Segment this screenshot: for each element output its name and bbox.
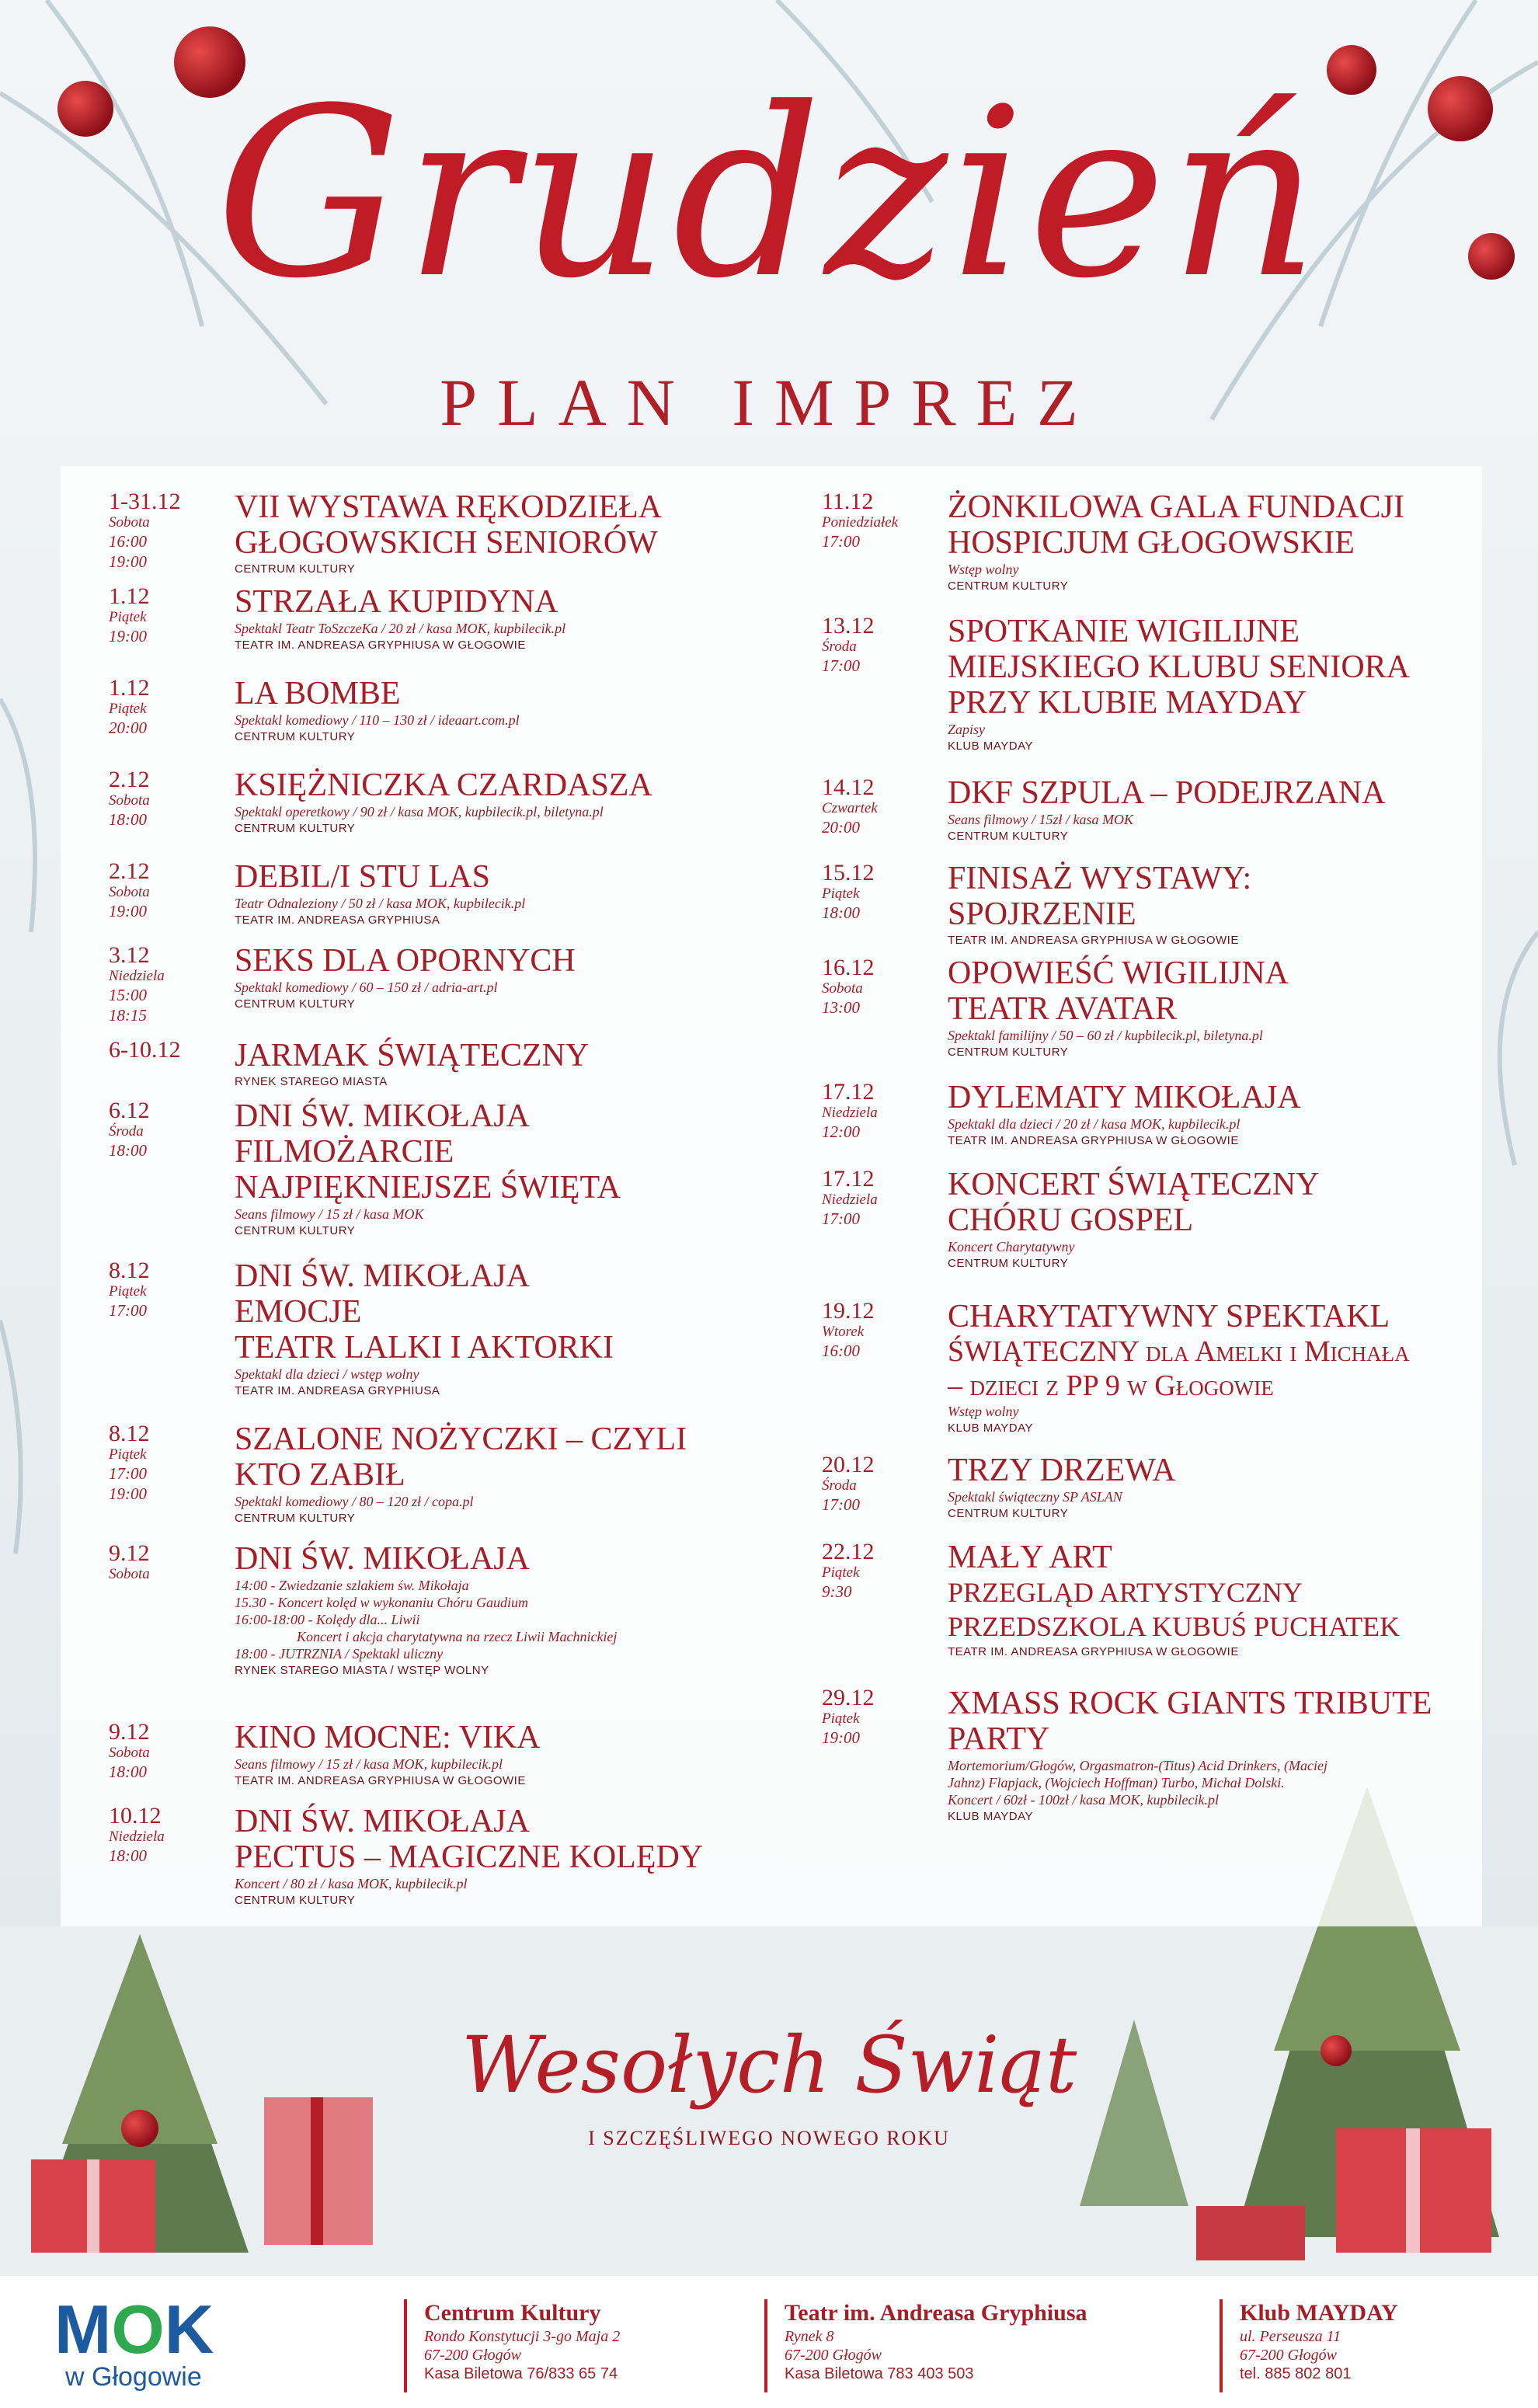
event-title: JARMAK ŚWIĄTECZNY bbox=[235, 1038, 590, 1074]
event-venue: CENTRUM KULTURY bbox=[948, 1257, 1069, 1270]
event-desc: Spektakl świąteczny SP ASLAN bbox=[948, 1489, 1122, 1505]
venue-info-mayday bbox=[1220, 2299, 1398, 2392]
event-desc: Mortemorium/Głogów, Orgasmatron-(Titus) Acid Drinkers, (Maciej bbox=[948, 1758, 1327, 1773]
event-title: ŚWIĄTECZNY dla Amelki i Michała bbox=[948, 1335, 1410, 1368]
event-desc: Spektakl komediowy / 110 – 130 zł / ideaart.com.pl bbox=[235, 712, 520, 728]
venue-address: ul. Perseusza 11 bbox=[1240, 2328, 1341, 2345]
event-title: XMASS ROCK GIANTS TRIBUTE bbox=[948, 1686, 1432, 1721]
event-title: MIEJSKIEGO KLUBU SENIORA bbox=[948, 649, 1410, 685]
event-desc: Jahnz) Flapjack, (Wojciech Hoffman) Turbo, Michał Dolski. bbox=[948, 1775, 1285, 1790]
event-desc: Teatr Odnaleziony / 50 zł / kasa MOK, kupbilecik.pl bbox=[235, 896, 526, 911]
event-venue: TEATR IM. ANDREASA GRYPHIUSA bbox=[235, 913, 440, 927]
schedule-line: 15.30 - Koncert kolęd w wykonaniu Chóru Gaudium bbox=[235, 1595, 528, 1610]
event-venue: CENTRUM KULTURY bbox=[235, 730, 356, 743]
venue-name: Klub MAYDAY bbox=[1240, 2300, 1398, 2326]
logo-subtitle: w Głogowie bbox=[65, 2362, 202, 2392]
venue-address: 67-200 Głogów bbox=[785, 2347, 882, 2364]
event-desc: Spektakl familijny / 50 – 60 zł / kupbilecik.pl, biletyna.pl bbox=[948, 1028, 1263, 1043]
event-venue: TEATR IM. ANDREASA GRYPHIUSA W GŁOGOWIE bbox=[948, 934, 1239, 947]
event-title: HOSPICJUM GŁOGOWSKIE bbox=[948, 525, 1355, 561]
event-title: PECTUS – MAGICZNE KOLĘDY bbox=[235, 1839, 704, 1875]
event-title: CHARYTATYWNY SPEKTAKL bbox=[948, 1299, 1390, 1334]
venue-address: 67-200 Głogów bbox=[1240, 2347, 1337, 2364]
schedule-line: 16:00-18:00 - Kolędy dla... Liwii bbox=[235, 1612, 420, 1627]
event-desc: Spektakl komediowy / 80 – 120 zł / copa.pl bbox=[235, 1494, 474, 1509]
event-date: 1-31.12 Sobota 16:00 19:00 bbox=[109, 489, 181, 571]
logo-mark: MOK bbox=[54, 2291, 214, 2368]
event-title: DEBIL/I STU LAS bbox=[235, 859, 490, 895]
event-title: PRZEGLĄD ARTYSTYCZNY bbox=[948, 1577, 1303, 1608]
event-venue: CENTRUM KULTURY bbox=[948, 579, 1069, 593]
event-venue: TEATR IM. ANDREASA GRYPHIUSA W GŁOGOWIE bbox=[948, 1645, 1239, 1658]
event-venue: CENTRUM KULTURY bbox=[235, 1894, 356, 1907]
event-venue: CENTRUM KULTURY bbox=[948, 1046, 1069, 1059]
event-venue: TEATR IM. ANDREASA GRYPHIUSA W GŁOGOWIE bbox=[235, 639, 526, 652]
event-venue: CENTRUM KULTURY bbox=[235, 822, 356, 835]
venue-phone: tel. 885 802 801 bbox=[1240, 2365, 1352, 2382]
event-title: TEATR LALKI I AKTORKI bbox=[235, 1330, 614, 1366]
event-venue: CENTRUM KULTURY bbox=[235, 1224, 356, 1237]
event-title: – dzieci z PP 9 w Głogowie bbox=[948, 1369, 1274, 1402]
event-title: KINO MOCNE: VIKA bbox=[235, 1720, 541, 1756]
event-desc: Spektakl operetkowy / 90 zł / kasa MOK, kupbilecik.pl, biletyna.pl bbox=[235, 804, 604, 819]
venue-phone: Kasa Biletowa 76/833 65 74 bbox=[424, 2365, 618, 2382]
event-title: EMOCJE bbox=[235, 1294, 362, 1330]
event-desc: Seans filmowy / 15 zł / kasa MOK bbox=[235, 1206, 424, 1222]
event-venue: KLUB MAYDAY bbox=[948, 1421, 1033, 1435]
event-title: TEATR AVATAR bbox=[948, 991, 1177, 1027]
event-venue: TEATR IM. ANDREASA GRYPHIUSA bbox=[235, 1384, 440, 1397]
event-venue: RYNEK STAREGO MIASTA bbox=[235, 1075, 388, 1088]
event-title: KTO ZABIŁ bbox=[235, 1457, 405, 1493]
event-title: STRZAŁA KUPIDYNA bbox=[235, 584, 558, 620]
event-title: FILMOŻARCIE bbox=[235, 1134, 454, 1170]
event-desc: Koncert / 80 zł / kasa MOK, kupbilecik.pl bbox=[235, 1876, 468, 1891]
month-script-title: Grudzień bbox=[215, 58, 1323, 329]
event-venue: CENTRUM KULTURY bbox=[948, 830, 1069, 843]
event-title: PRZY KLUBIE MAYDAY bbox=[948, 685, 1307, 721]
event-title: DNI ŚW. MIKOŁAJA bbox=[235, 1804, 530, 1839]
event-desc: Zapisy bbox=[948, 722, 986, 737]
event-desc: Seans filmowy / 15zł / kasa MOK bbox=[948, 812, 1133, 827]
event-title: CHÓRU GOSPEL bbox=[948, 1202, 1194, 1238]
event-title: DKF SZPULA – PODEJRZANA bbox=[948, 775, 1386, 811]
event-title: DYLEMATY MIKOŁAJA bbox=[948, 1080, 1301, 1115]
venue-info-centrum bbox=[404, 2299, 620, 2392]
event-venue: RYNEK STAREGO MIASTA / WSTĘP WOLNY bbox=[235, 1664, 489, 1677]
event-title: ŻONKILOWA GALA FUNDACJI bbox=[948, 489, 1404, 525]
venue-address: 67-200 Głogów bbox=[424, 2347, 521, 2364]
event-title: PRZEDSZKOLA KUBUŚ PUCHATEK bbox=[948, 1611, 1401, 1642]
event-title: KONCERT ŚWIĄTECZNY bbox=[948, 1167, 1320, 1202]
event-title: GŁOGOWSKICH SENIORÓW bbox=[235, 525, 658, 561]
mok-logo bbox=[54, 2291, 264, 2392]
wishes-title: Wesołych Świąt bbox=[461, 2020, 1077, 2110]
event-desc: Spektakl Teatr ToSzczeKa / 20 zł / kasa MOK, kupbilecik.pl bbox=[235, 621, 566, 636]
event-desc: Seans filmowy / 15 zł / kasa MOK, kupbilecik.pl bbox=[235, 1756, 503, 1772]
schedule-line: 14:00 - Zwiedzanie szlakiem św. Mikołaja bbox=[235, 1578, 469, 1593]
event-title: DNI ŚW. MIKOŁAJA bbox=[235, 1258, 530, 1294]
event-title: SZALONE NOŻYCZKI – CZYLI bbox=[235, 1421, 687, 1457]
event-title: SPOTKANIE WIGILIJNE bbox=[948, 614, 1300, 649]
event-title: FINISAŻ WYSTAWY: bbox=[948, 861, 1252, 896]
venue-address: Rondo Konstytucji 3-go Maja 2 bbox=[424, 2328, 621, 2345]
event-desc: Spektakl dla dzieci / 20 zł / kasa MOK, kupbilecik.pl bbox=[948, 1116, 1240, 1132]
event-title: SEKS DLA OPORNYCH bbox=[235, 943, 576, 979]
event-title: PARTY bbox=[948, 1721, 1050, 1757]
event-title: MAŁY ART bbox=[948, 1540, 1112, 1575]
event-venue: CENTRUM KULTURY bbox=[235, 997, 356, 1011]
event-desc: Koncert / 60zł - 100zł / kasa MOK, kupbilecik.pl bbox=[948, 1792, 1219, 1808]
event-desc: Wstęp wolny bbox=[948, 562, 1019, 577]
event-venue: CENTRUM KULTURY bbox=[235, 1512, 356, 1525]
plan-subtitle: PLAN IMPREZ bbox=[440, 365, 1098, 440]
event-title: DNI ŚW. MIKOŁAJA bbox=[235, 1098, 530, 1134]
event-venue: KLUB MAYDAY bbox=[948, 1810, 1033, 1823]
event-title: DNI ŚW. MIKOŁAJA bbox=[235, 1541, 530, 1577]
event-title: LA BOMBE bbox=[235, 676, 401, 712]
event-desc: Wstęp wolny bbox=[948, 1404, 1019, 1419]
wishes-subtitle: I SZCZĘŚLIWEGO NOWEGO ROKU bbox=[588, 2127, 950, 2149]
event-desc: Spektakl komediowy / 60 – 150 zł / adria-art.pl bbox=[235, 980, 498, 995]
schedule-line: Koncert i akcja charytatywna na rzecz Liwii Machnickiej bbox=[297, 1629, 618, 1644]
event-title: VII WYSTAWA RĘKODZIEŁA bbox=[235, 489, 663, 525]
event-venue: CENTRUM KULTURY bbox=[235, 562, 356, 576]
event-title: NAJPIĘKNIEJSZE ŚWIĘTA bbox=[235, 1170, 621, 1206]
schedule-line: 18:00 - JUTRZNIA / Spektakl uliczny bbox=[235, 1646, 444, 1662]
event-venue: TEATR IM. ANDREASA GRYPHIUSA W GŁOGOWIE bbox=[235, 1774, 526, 1787]
event-title: OPOWIEŚĆ WIGILIJNA bbox=[948, 955, 1289, 991]
event-desc: Spektakl dla dzieci / wstęp wolny bbox=[235, 1366, 419, 1382]
event-title: SPOJRZENIE bbox=[948, 896, 1136, 932]
event-title: KSIĘŻNICZKA CZARDASZA bbox=[235, 767, 652, 803]
event-venue: CENTRUM KULTURY bbox=[948, 1507, 1069, 1520]
venue-address: Rynek 8 bbox=[785, 2328, 834, 2345]
venue-name: Teatr im. Andreasa Gryphiusa bbox=[785, 2300, 1087, 2326]
event-venue: KLUB MAYDAY bbox=[948, 739, 1033, 753]
event-venue: TEATR IM. ANDREASA GRYPHIUSA W GŁOGOWIE bbox=[948, 1134, 1239, 1147]
venue-phone: Kasa Biletowa 783 403 503 bbox=[785, 2365, 974, 2382]
event-title: TRZY DRZEWA bbox=[948, 1453, 1176, 1488]
venue-info-teatr bbox=[764, 2299, 1087, 2392]
venue-name: Centrum Kultury bbox=[424, 2300, 601, 2326]
event-desc: Koncert Charytatywny bbox=[948, 1239, 1075, 1254]
